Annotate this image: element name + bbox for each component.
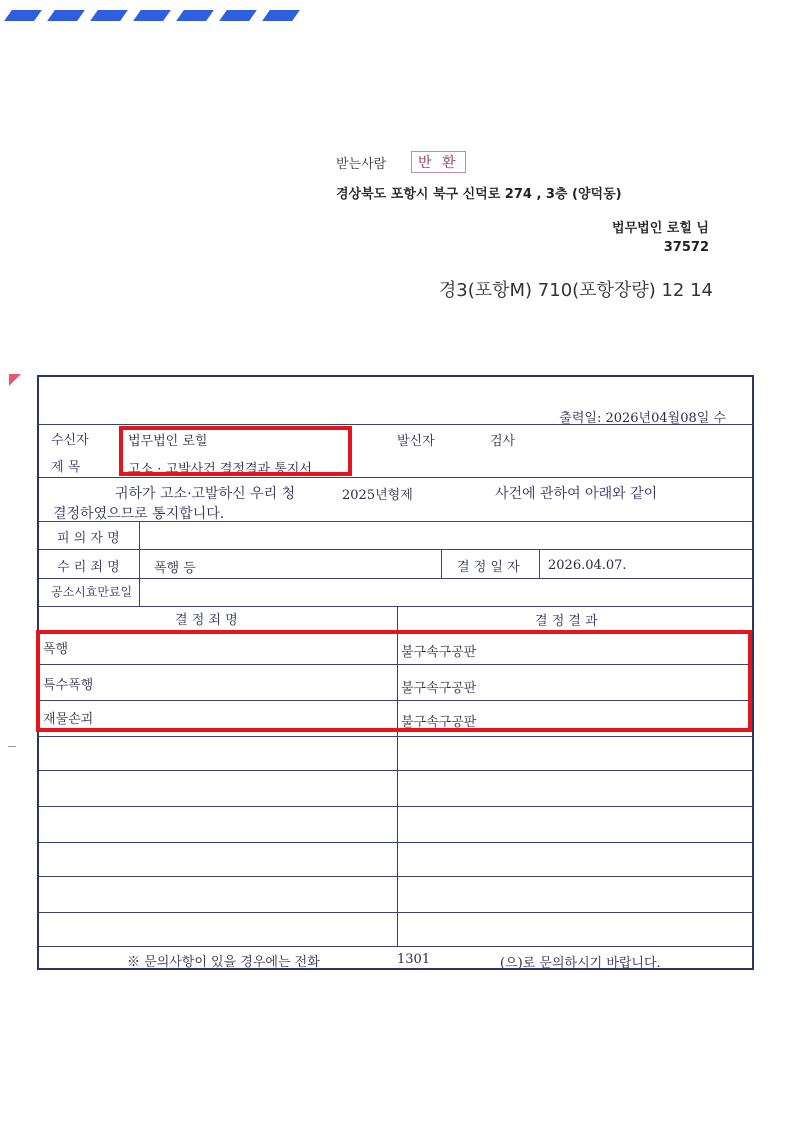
rule: [39, 477, 754, 478]
postcode: 37572: [663, 240, 709, 255]
table-row-charge: 폭행: [43, 642, 69, 657]
subject-value: 고소 · 고발사건 결정결과 통지서: [128, 462, 312, 477]
footer-text-part2: (으)로 문의하시기 바랍니다.: [500, 956, 661, 971]
table-row-charge: 특수폭행: [43, 678, 94, 693]
receiver-value: 법무법인 로힐: [128, 434, 208, 449]
limitation-label: 공소시효만료일: [51, 585, 133, 599]
col-header-result: 결 정 결 과: [535, 614, 598, 629]
receiver-label: 수신자: [51, 433, 89, 448]
footer-text-part1: ※ 문의사항이 있을 경우에는 전화: [127, 955, 320, 970]
subject-label: 제 목: [51, 460, 81, 475]
corner-triangle-mark: [9, 374, 21, 386]
rule: [139, 521, 140, 606]
notice-text-part2: 사건에 관하여 아래와 같이: [495, 486, 658, 502]
notice-text-part3: 결정하였으므로 통지합니다.: [53, 506, 225, 522]
envelope-stripes: [8, 10, 309, 21]
side-tick-mark: [8, 746, 16, 747]
col-header-charge: 결 정 죄 명: [175, 613, 238, 628]
print-date: 출력일: 2026년04월08일 수: [559, 411, 726, 426]
recipient-label: 받는사람: [336, 157, 387, 172]
return-stamp: 반 환: [411, 151, 466, 173]
notice-case-number: 2025년형제: [342, 488, 413, 503]
rule: [39, 578, 754, 579]
highlight-box-receiver: [119, 426, 352, 476]
rule: [441, 549, 442, 578]
rule: [39, 549, 754, 550]
notice-text-part1: 귀하가 고소·고발하신 우리 청: [115, 486, 296, 502]
charge-label: 수 리 죄 명: [57, 560, 120, 575]
recipient-address: 경상북도 포항시 북구 신덕로 274 , 3층 (양덕동): [336, 187, 622, 202]
decision-date-value: 2026.04.07.: [548, 558, 627, 573]
rule: [539, 549, 540, 578]
table-row-result: 불구속구공판: [401, 645, 477, 660]
recipient-name: 법무법인 로힐 님: [612, 221, 709, 236]
routing-code: 경3(포항M) 710(포항장량) 12 14: [438, 280, 713, 301]
table-row-result: 불구속구공판: [401, 681, 477, 696]
table-row-charge: 재물손괴: [43, 712, 94, 727]
footer-phone: 1301: [397, 952, 431, 967]
sender-value: 검사: [490, 434, 516, 449]
decision-date-label: 결 정 일 자: [457, 560, 520, 575]
charge-value: 폭행 등: [154, 561, 196, 576]
table-row-result: 불구속구공판: [401, 715, 477, 730]
highlight-box-results: [36, 630, 752, 732]
rule: [39, 946, 754, 947]
sender-label: 발신자: [397, 434, 435, 449]
suspect-label: 피 의 자 명: [57, 531, 120, 546]
notice-form: [37, 375, 754, 970]
